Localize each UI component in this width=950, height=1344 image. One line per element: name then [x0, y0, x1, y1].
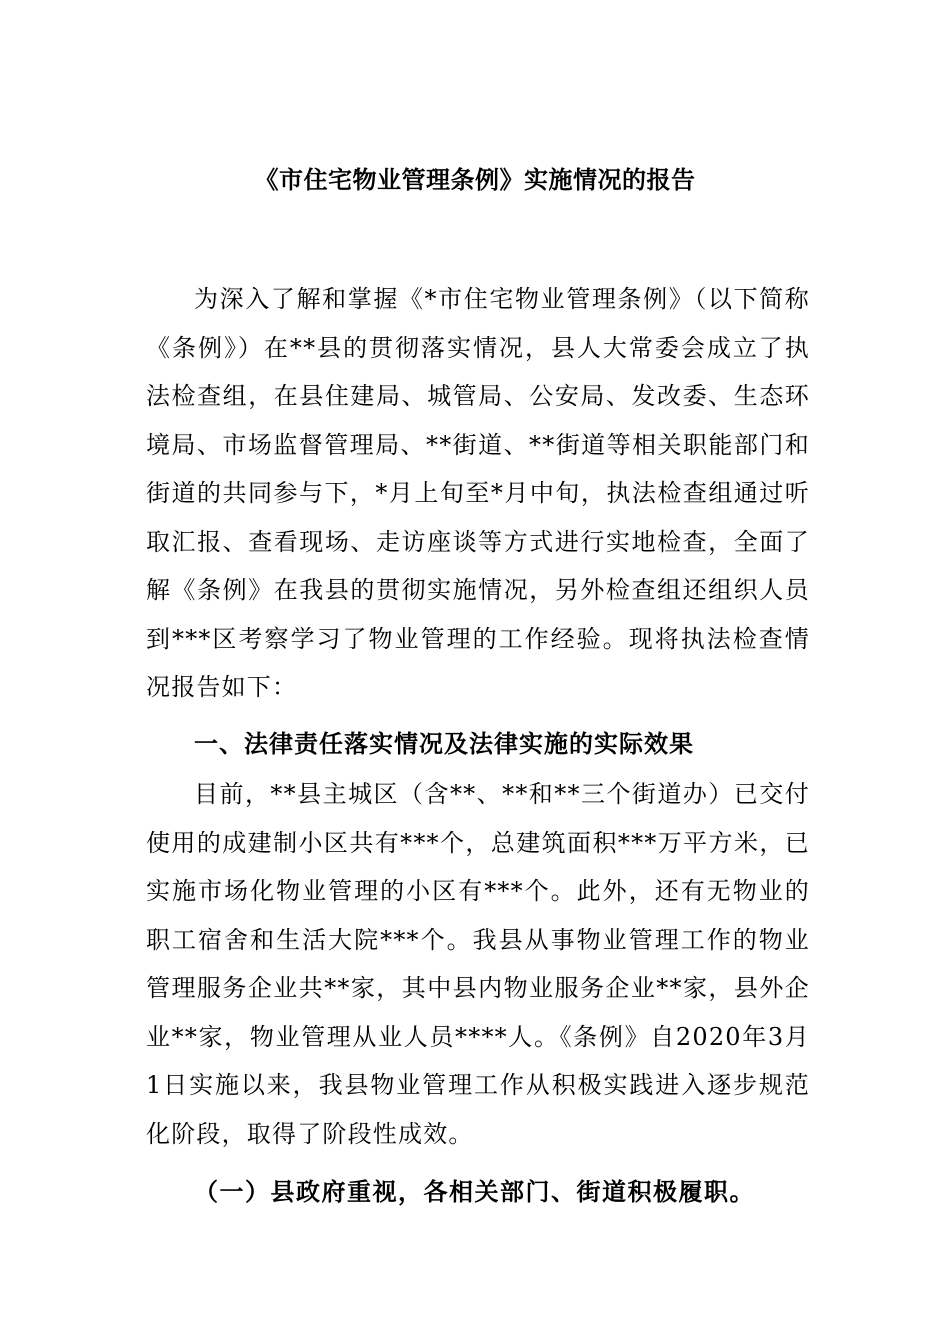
document-title: 《市住宅物业管理条例》实施情况的报告 — [254, 165, 696, 194]
paragraph-intro: 为深入了解和掌握《*市住宅物业管理条例》（以下简称《条例》）在**县的贯彻落实情况，县人大常委会成立了执法检查组，在县住建局、城管局、公安局、发改委、生态环境局、市场监督管理局、**街道、**街道等相关职能部门和街道的共同参与下，*月上旬至*月中旬，执法检查组通过听取汇报、查看现场、走访座谈等方式进行实地检查，全面了解《条例》在我县的贯彻实施情况，另外检查组还组织人员到***区考察学习了物业管理的工作经验。现将执法检查情况报告如下： — [146, 285, 810, 701]
section-heading-1: 一、法律责任落实情况及法律实施的实际效果 — [194, 729, 694, 758]
paragraph-current-status: 目前，**县主城区（含**、**和**三个街道办）已交付使用的成建制小区共有***个，总建筑面积***万平方米，已实施市场化物业管理的小区有***个。此外，还有无物业的职工宿舍和生活大院***个。我县从事物业管理工作的物业管理服务企业共**家，其中县内物业服务企业**家，县外企业**家，物业管理从业人员****人。《条例》自2020年3月1日实施以来，我县物业管理工作从积极实践进入逐步规范化阶段，取得了阶段性成效。 — [146, 780, 810, 1148]
subsection-heading-1: （一）县政府重视，各相关部门、街道积极履职。 — [194, 1177, 755, 1206]
